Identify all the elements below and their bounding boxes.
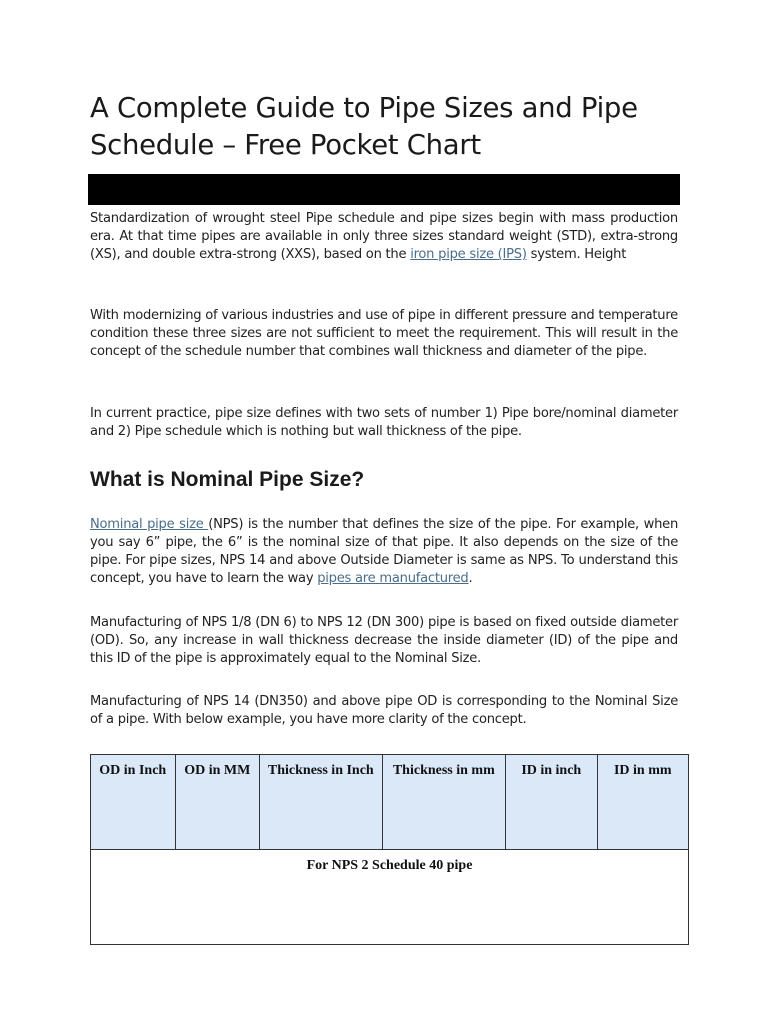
article-title: A Complete Guide to Pipe Sizes and Pipe Schedule – Free Pocket Chart <box>90 92 638 161</box>
paragraph-text: (NPS) is the number that defines the size of the pipe. For example, when you say 6” pipe, the 6” is the nominal size of that pipe. It also depends on the size of the pipe. For pipe sizes, NPS 14 and above Outside Diameter is same as NPS. To understand this concept, you have to learn the way <box>90 517 678 586</box>
table-row <box>91 850 689 945</box>
header-id-inch: ID in inch <box>506 755 597 850</box>
paragraph-standardization <box>90 210 678 264</box>
paragraph-manufacturing-large: Manufacturing of NPS 14 (DN350) and above pipe OD is corresponding to the Nominal Size of a pipe. With below example, you have more clarity of the concept. <box>90 694 678 727</box>
header-od-inch: OD in Inch <box>91 755 176 850</box>
header-od-mm: OD in MM <box>175 755 260 850</box>
paragraph-manufacturing-small: Manufacturing of NPS 1/8 (DN 6) to NPS 12 (DN 300) pipe is based on fixed outside diameter (OD). So, any increase in wall thickness decrease the inside diameter (ID) of the pipe and this ID of the pipe is approximately equal to the Nominal Size. <box>90 615 678 666</box>
section-heading-nominal-pipe-size: What is Nominal Pipe Size? <box>90 468 365 491</box>
paragraph-nominal-pipe-size <box>90 516 678 588</box>
header-id-mm: ID in mm <box>597 755 688 850</box>
header-thickness-mm: Thickness in mm <box>382 755 505 850</box>
nominal-pipe-size-link[interactable]: Nominal pipe size <box>90 517 209 532</box>
iron-pipe-size-link[interactable]: iron pipe size (IPS) <box>410 247 527 262</box>
header-thickness-inch: Thickness in Inch <box>260 755 383 850</box>
paragraph-text: Standardization of wrought steel Pipe schedule and pipe sizes begin with mass production era. At that time pipes are available in only three sizes standard weight (STD), extra-strong (XS), and double extra-strong (XXS), based on the <box>90 211 678 262</box>
paragraph-text: . <box>468 571 473 586</box>
table-caption-cell: For NPS 2 Schedule 40 pipe <box>91 850 689 945</box>
pipes-manufactured-link[interactable]: pipes are manufactured <box>317 571 469 586</box>
table-header-row <box>91 755 689 850</box>
paragraph-modernizing: With modernizing of various industries and use of pipe in different pressure and temperature condition these three sizes are not sufficient to meet the requirement. This will result in the concept of the schedule number that combines wall thickness and diameter of the pipe. <box>90 308 678 359</box>
pipe-dimension-table <box>90 754 689 945</box>
paragraph-text: system. Height <box>526 247 627 262</box>
black-banner <box>88 174 680 205</box>
paragraph-current-practice: In current practice, pipe size defines with two sets of number 1) Pipe bore/nominal diameter and 2) Pipe schedule which is nothing but wall thickness of the pipe. <box>90 406 678 439</box>
